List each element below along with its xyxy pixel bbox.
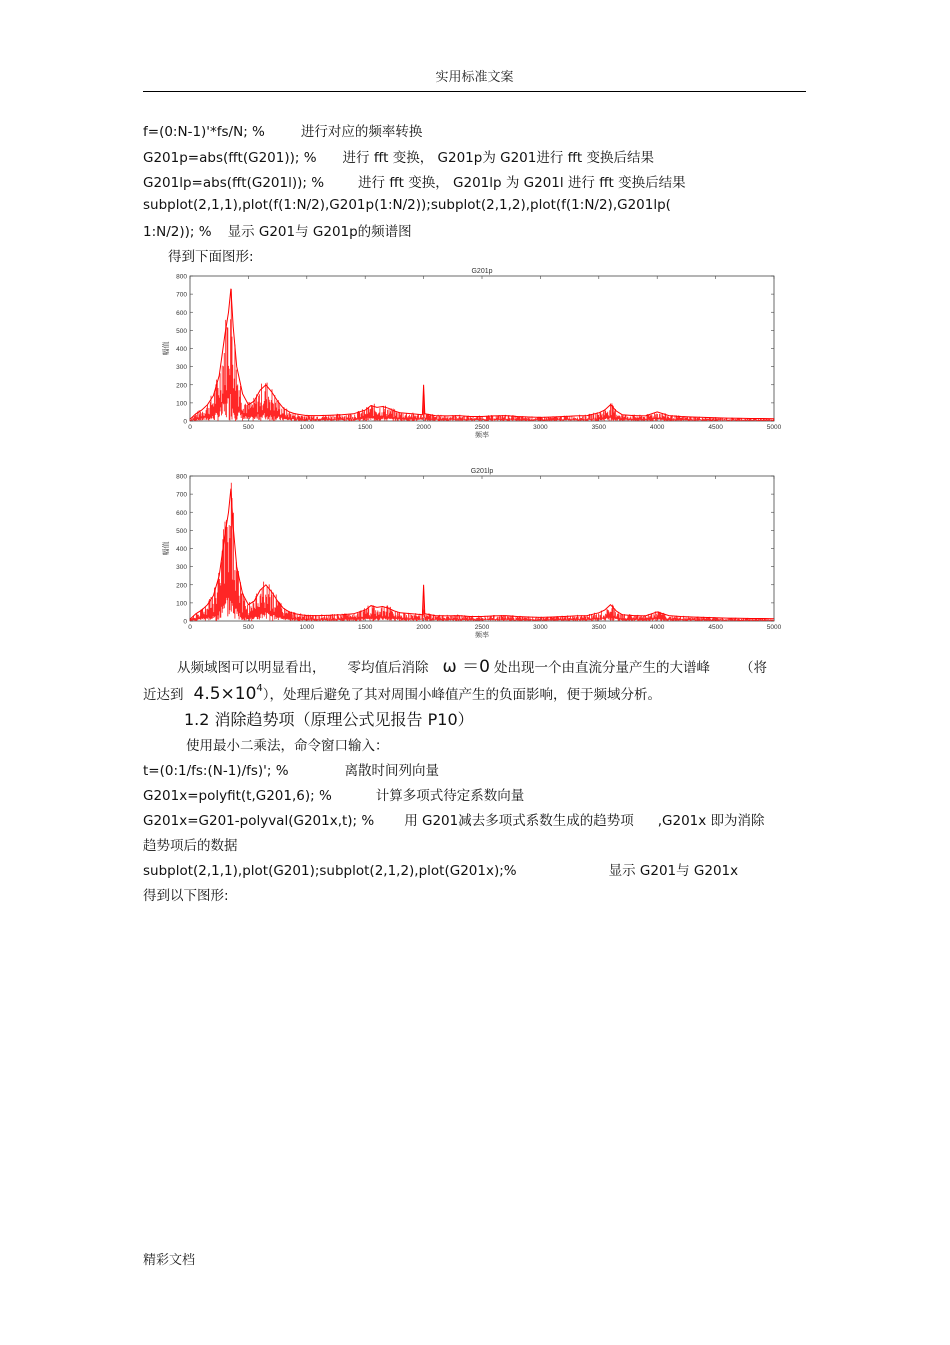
y-tick-label: 200 xyxy=(176,582,187,590)
x-tick-label: 1500 xyxy=(357,624,373,631)
text-run: 从频域图可以明显看出， xyxy=(177,660,326,676)
code-line-8 xyxy=(143,809,765,829)
x-axis-label: 频率 xyxy=(475,631,489,639)
chart-title: G201p xyxy=(471,268,493,275)
x-tick-label: 4000 xyxy=(649,424,665,431)
y-tick-label: 700 xyxy=(176,491,187,499)
y-tick-label: 500 xyxy=(176,527,187,535)
page-header: 实用标准文案 xyxy=(435,70,514,85)
y-tick-label: 200 xyxy=(176,382,187,390)
code-text: G201lp=abs(fft(G201l)); % xyxy=(143,175,325,191)
x-tick-label: 3500 xyxy=(591,424,607,431)
y-tick-label: 400 xyxy=(176,546,187,553)
y-tick-label: 0 xyxy=(183,418,187,426)
x-tick-label: 4000 xyxy=(649,624,665,631)
x-tick-label: 0 xyxy=(188,624,192,631)
chart-svg xyxy=(160,263,790,443)
y-tick-label: 800 xyxy=(176,273,187,281)
code-line-2 xyxy=(143,146,654,166)
y-tick-label: 400 xyxy=(176,346,187,353)
x-tick-label: 4500 xyxy=(708,624,723,631)
y-tick-label: 100 xyxy=(176,600,187,608)
y-tick-label: 500 xyxy=(176,327,187,335)
y-tick-label: 0 xyxy=(183,618,187,626)
plot-frame xyxy=(190,476,774,621)
x-tick-label: 500 xyxy=(242,424,254,431)
code-comment: 显示 G201与 G201p的频谱图 xyxy=(227,224,412,240)
code-text: subplot(2,1,1),plot(G201);subplot(2,1,2),plot(G201x);% xyxy=(143,863,517,879)
x-tick-label: 1000 xyxy=(299,624,315,631)
y-axis-label: 幅值 xyxy=(162,541,170,556)
magnitude-formula: 4.5×10 xyxy=(193,684,257,704)
exponent: 4 xyxy=(256,683,263,694)
x-tick-label: 2500 xyxy=(474,424,490,431)
code-line-6 xyxy=(143,759,439,779)
spectrum-chart-g201p xyxy=(160,263,790,443)
x-tick-label: 4500 xyxy=(708,424,723,431)
code-comment-tail: ,G201x 即为消除 xyxy=(657,813,765,829)
code-comment: 进行 fft 变换， G201lp 为 G201l 进行 fft 变换后结果 xyxy=(358,175,686,191)
code-text: G201p=abs(fft(G201)); % xyxy=(143,150,317,166)
page-footer: 精彩文档 xyxy=(143,1253,196,1268)
code-text: f=(0:N-1)'*fs/N; % xyxy=(143,124,265,140)
paragraph-observation-1 xyxy=(177,652,767,677)
x-tick-label: 5000 xyxy=(766,624,782,631)
y-axis-label: 幅值 xyxy=(162,341,170,356)
x-tick-label: 2000 xyxy=(416,424,431,431)
code-comment: 计算多项式待定系数向量 xyxy=(375,788,525,804)
x-tick-label: 3000 xyxy=(533,624,548,631)
x-tick-label: 0 xyxy=(188,424,192,431)
x-tick-label: 3000 xyxy=(533,424,548,431)
paragraph-result-2: 得到以下图形: xyxy=(143,888,229,904)
code-comment: 进行对应的频率转换 xyxy=(300,124,423,140)
y-tick-label: 100 xyxy=(176,400,187,408)
code-text: 1:N/2)); % xyxy=(143,224,212,240)
chart-svg xyxy=(160,463,790,643)
x-tick-label: 3500 xyxy=(591,624,607,631)
paragraph-observation-2 xyxy=(143,683,661,704)
omega-formula: ω ＝0 xyxy=(442,657,490,677)
y-tick-label: 600 xyxy=(176,509,187,517)
code-line-10 xyxy=(143,859,738,879)
chart-title: G201lp xyxy=(470,468,494,475)
x-tick-label: 500 xyxy=(242,624,254,631)
code-line-9: 趋势项后的数据 xyxy=(143,838,238,854)
plot-frame xyxy=(190,276,774,421)
header-rule xyxy=(143,91,806,92)
paragraph-method: 使用最小二乘法，命令窗口输入： xyxy=(186,738,389,754)
x-tick-label: 2500 xyxy=(474,624,490,631)
code-line-5 xyxy=(143,220,412,240)
code-line-4: subplot(2,1,1),plot(f(1:N/2),G201p(1:N/2));subplot(2,1,2),plot(f(1:N/2),G201lp( xyxy=(143,197,671,213)
text-run: 零均值后消除 xyxy=(347,660,429,676)
x-tick-label: 1000 xyxy=(299,424,315,431)
y-tick-label: 600 xyxy=(176,309,187,317)
paragraph-result-1: 得到下面图形: xyxy=(168,249,254,265)
code-text: t=(0:1/fs:(N-1)/fs)'; % xyxy=(143,763,289,779)
code-text: G201x=G201-polyval(G201x,t); % xyxy=(143,813,375,829)
text-run: （将 xyxy=(739,660,767,676)
text-run: 处出现一个由直流分量产生的大谱峰 xyxy=(493,660,710,676)
code-comment: 显示 G201与 G201x xyxy=(608,863,739,879)
y-tick-label: 300 xyxy=(176,564,187,572)
code-text: G201x=polyfit(t,G201,6); % xyxy=(143,788,332,804)
code-line-7 xyxy=(143,784,524,804)
code-comment: 离散时间列向量 xyxy=(344,763,440,779)
section-heading: 1.2 消除趋势项（原理公式见报告 P10） xyxy=(184,710,474,729)
text-run: ），处理后避免了其对周围小峰值产生的负面影响，便于频域分析。 xyxy=(262,687,662,703)
code-line-1 xyxy=(143,120,422,140)
code-line-3 xyxy=(143,171,686,191)
code-comment: 用 G201减去多项式系数生成的趋势项 xyxy=(404,813,634,829)
x-axis-label: 频率 xyxy=(475,431,489,439)
spectrum-chart-g201lp xyxy=(160,463,790,643)
text-run: 近达到 xyxy=(143,687,184,703)
y-tick-label: 800 xyxy=(176,473,187,481)
code-comment: 进行 fft 变换， G201p为 G201进行 fft 变换后结果 xyxy=(342,150,655,166)
x-tick-label: 2000 xyxy=(416,624,431,631)
x-tick-label: 1500 xyxy=(357,424,373,431)
y-tick-label: 300 xyxy=(176,364,187,372)
y-tick-label: 700 xyxy=(176,291,187,299)
x-tick-label: 5000 xyxy=(766,424,782,431)
